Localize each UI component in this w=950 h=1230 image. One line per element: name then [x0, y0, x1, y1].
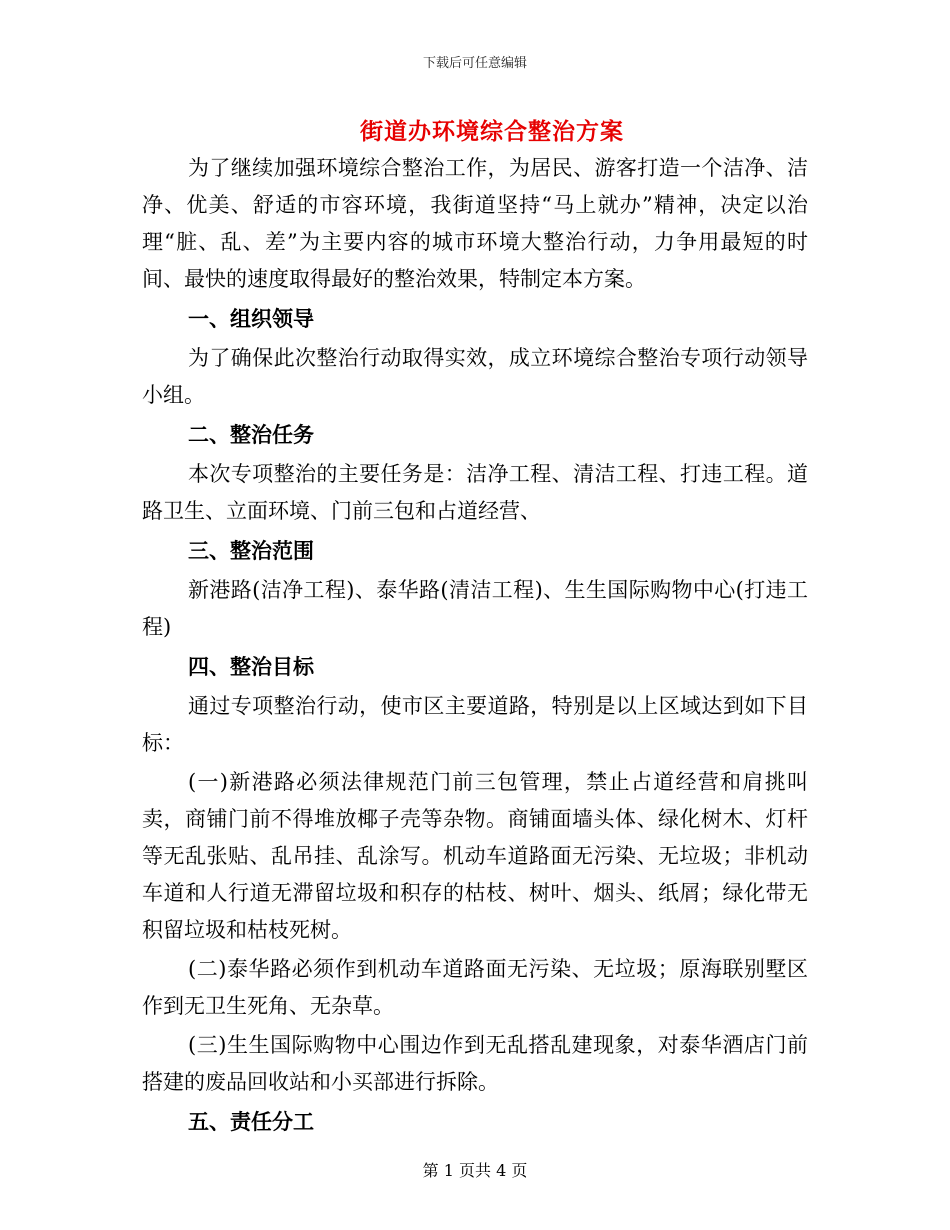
section-paragraph: 为了确保此次整治行动取得实效，成立环境综合整治专项行动领导小组。: [142, 346, 808, 407]
section-paragraph: 新港路(洁净工程)、泰华路(清洁工程)、生生国际购物中心(打违工程): [142, 578, 808, 639]
section-heading-tasks: 二、整治任务: [188, 422, 314, 447]
section-paragraph: (一)新港路必须法律规范门前三包管理，禁止占道经营和肩挑叫卖，商铺门前不得堆放椰子壳等杂物。商铺面墙头体、绿化树木、灯杆等无乱张贴、乱吊挂、乱涂写。机动车道路面无污染、无垃圾；非机动车道和人行道无滞留垃圾和积存的枯枝、树叶、烟头、纸屑；绿化带无积留垃圾和枯枝死树。: [142, 770, 808, 942]
header-note: 下载后可任意编辑: [422, 56, 527, 71]
section-heading-organization: 一、组织领导: [188, 306, 314, 331]
section-paragraph: 通过专项整治行动，使市区主要道路，特别是以上区域达到如下目标：: [142, 694, 808, 755]
document-body: [142, 150, 808, 1143]
section-heading-scope: 三、整治范围: [188, 538, 314, 563]
section-heading-goals: 四、整治目标: [188, 654, 314, 679]
page-footer: 第 1 页共 4 页: [422, 1161, 528, 1180]
section-paragraph: (二)泰华路必须作到机动车道路面无污染、无垃圾；原海联别墅区作到无卫生死角、无杂草。: [142, 957, 808, 1018]
document-title: 街道办环境综合整治方案: [360, 118, 624, 145]
section-heading-responsibility: 五、责任分工: [188, 1109, 314, 1134]
section-paragraph: (三)生生国际购物中心围边作到无乱搭乱建现象，对泰华酒店门前搭建的废品回收站和小买部进行拆除。: [142, 1033, 808, 1094]
intro-paragraph: 为了继续加强环境综合整治工作，为居民、游客打造一个洁净、洁净、优美、舒适的市容环境，我街道坚持“马上就办”精神，决定以治理“脏、乱、差”为主要内容的城市环境大整治行动，力争用最短的时间、最快的速度取得最好的整治效果，特制定本方案。: [142, 156, 808, 291]
section-paragraph: 本次专项整治的主要任务是：洁净工程、清洁工程、打违工程。道路卫生、立面环境、门前三包和占道经营、: [142, 462, 808, 523]
